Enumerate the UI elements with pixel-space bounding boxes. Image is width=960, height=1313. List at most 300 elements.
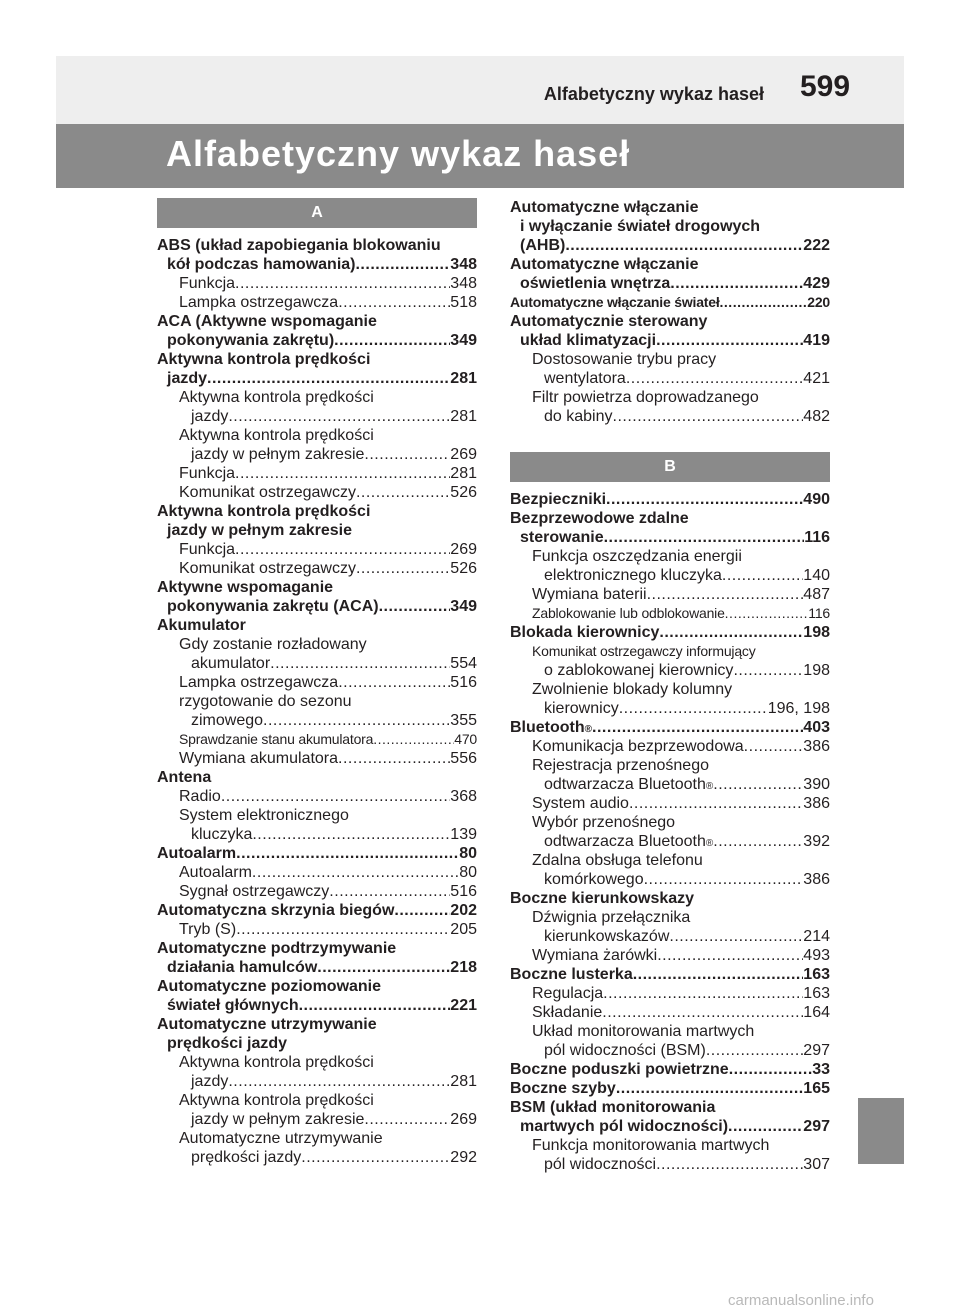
entry-text: jazdy (167, 370, 208, 387)
dot-leader (299, 996, 451, 1015)
index-entry (510, 198, 830, 217)
entry-text: Boczne kierunkowskazy (510, 890, 695, 907)
dot-leader (604, 528, 805, 547)
entry-text: jazdy (191, 1073, 229, 1090)
dot-leader (629, 794, 803, 813)
index-subentry (510, 547, 830, 566)
page-reference[interactable]: 292 (450, 1149, 477, 1166)
dot-leader (603, 984, 803, 1003)
page-reference[interactable]: 390 (803, 776, 830, 793)
page-reference[interactable]: 297 (803, 1042, 830, 1059)
index-subentry (157, 920, 477, 939)
dot-leader (207, 369, 450, 388)
entry-text: Boczne lusterka (510, 966, 633, 983)
index-entry (510, 274, 830, 293)
index-subentry (510, 1041, 830, 1060)
index-subentry (157, 293, 477, 312)
entry-text: Dźwignia przełącznika (532, 909, 691, 926)
entry-text: sterowanie (520, 529, 604, 546)
entry-text: Zwolnienie blokady kolumny (532, 681, 733, 698)
page-reference[interactable]: 386 (803, 738, 830, 755)
dot-leader (565, 236, 803, 255)
index-subentry (510, 984, 830, 1003)
entry-text: Rejestracja przenośnego (532, 757, 709, 774)
dot-leader (729, 1060, 813, 1079)
index-entry (157, 521, 477, 540)
page-reference[interactable]: 214 (803, 928, 830, 945)
index-subentry (510, 737, 830, 756)
index-subentry (157, 654, 477, 673)
entry-text: Bluetooth (510, 719, 585, 736)
index-entry (510, 1079, 830, 1098)
page-reference[interactable]: 482 (803, 408, 830, 425)
page-reference[interactable]: 348 (450, 256, 477, 273)
index-subentry (510, 699, 830, 718)
entry-text: Składanie (532, 1004, 603, 1021)
page-reference[interactable]: 198 (803, 662, 830, 679)
entry-text: kół podczas hamowania) (167, 256, 356, 273)
page-reference[interactable]: 269 (450, 446, 477, 463)
dot-leader (725, 604, 809, 623)
page-reference[interactable]: 297 (803, 1118, 830, 1135)
entry-text: System elektronicznego (179, 807, 349, 824)
page-reference[interactable]: 526 (450, 560, 477, 577)
index-entry (510, 217, 830, 236)
entry-text: Boczne poduszki powietrzne (510, 1061, 729, 1078)
entry-text: Komunikacja bezprzewodowa (532, 738, 744, 755)
index-column-left (157, 198, 477, 1167)
index-subentry (157, 711, 477, 730)
index-subentry: odtwarzacza Bluetooth ® ..... 392 (510, 832, 830, 851)
entry-text: Automatyczna skrzynia biegów (157, 902, 395, 919)
index-subentry (510, 642, 830, 661)
entry-text: Funkcja (179, 275, 236, 292)
page-reference[interactable]: 392 (803, 833, 830, 850)
entry-text: Aktywna kontrola prędkości (157, 351, 371, 368)
index-subentry (157, 692, 477, 711)
chapter-tab[interactable] (858, 1098, 904, 1164)
dot-leader (619, 699, 768, 718)
index-entry (157, 369, 477, 388)
entry-list (510, 490, 830, 1174)
page-reference[interactable]: 269 (450, 1111, 477, 1128)
index-subentry (157, 1148, 477, 1167)
index-subentry (157, 559, 477, 578)
entry-text: Radio (179, 788, 221, 805)
page-reference[interactable]: 80 (459, 845, 477, 862)
index-entry (157, 996, 477, 1015)
entry-text: odtwarzacza Bluetooth (544, 833, 706, 850)
page-reference[interactable]: 218 (450, 959, 477, 976)
index-entry (510, 293, 830, 312)
index-subentry (510, 407, 830, 426)
dot-leader (221, 787, 450, 806)
entry-text: Zablokowanie lub odblokowanie (532, 605, 725, 621)
index-subentry (157, 426, 477, 445)
index-entry (157, 236, 477, 255)
page-reference[interactable]: 493 (803, 947, 830, 964)
index-subentry (510, 813, 830, 832)
index-entry (510, 331, 830, 350)
dot-leader (228, 407, 450, 426)
index-entry (157, 312, 477, 331)
dot-leader (252, 825, 450, 844)
entry-text: o zablokowanej kierownicy (544, 662, 734, 679)
page-reference[interactable]: 165 (803, 1080, 830, 1097)
entry-text: akumulator (191, 655, 271, 672)
entry-text: Lampka ostrzegawcza (179, 674, 339, 691)
entry-text: Automatyczne utrzymywanie (179, 1130, 383, 1147)
dot-leader (626, 369, 803, 388)
entry-text: Funkcja (179, 541, 236, 558)
index-subentry (157, 863, 477, 882)
index-entry (157, 350, 477, 369)
dot-leader (235, 540, 450, 559)
index-entry (157, 616, 477, 635)
page-reference[interactable]: 516 (450, 674, 477, 691)
dot-leader (656, 331, 803, 350)
index-subentry (157, 445, 477, 464)
entry-text: Komunikat ostrzegawczy informujący (532, 643, 756, 659)
page-reference[interactable]: 269 (450, 541, 477, 558)
index-subentry (510, 946, 830, 965)
page-reference[interactable]: 490 (803, 491, 830, 508)
dot-leader (644, 870, 804, 889)
index-subentry (157, 806, 477, 825)
page-reference[interactable]: 554 (450, 655, 477, 672)
running-title: Alfabetyczny wykaz haseł (543, 84, 764, 104)
entry-text: pokonywania zakrętu (ACA) (167, 598, 379, 615)
page-reference[interactable]: 487 (803, 586, 830, 603)
index-subentry (157, 673, 477, 692)
entry-text: pól widoczności (544, 1156, 657, 1173)
entry-text: Autoalarm (179, 864, 252, 881)
page-reference[interactable]: 202 (450, 902, 477, 919)
dot-leader (301, 1148, 450, 1167)
index-subentry (157, 483, 477, 502)
dot-leader (713, 832, 803, 851)
dot-leader (338, 673, 450, 692)
entry-text: Automatyczne włączanie świateł (510, 294, 720, 310)
index-entry (510, 889, 830, 908)
index-subentry (510, 566, 830, 585)
dot-leader (656, 1155, 803, 1174)
entry-text: pokonywania zakrętu) (167, 332, 335, 349)
index-subentry (510, 1136, 830, 1155)
entry-text: Komunikat ostrzegawczy (179, 560, 356, 577)
entry-text: Automatyczne włączanie (510, 199, 699, 216)
dot-leader (379, 597, 451, 616)
dot-leader (235, 464, 450, 483)
entry-text: Komunikat ostrzegawczy (179, 484, 356, 501)
page-reference[interactable]: 556 (450, 750, 477, 767)
entry-text: Aktywna kontrola prędkości (157, 503, 371, 520)
dot-leader (364, 445, 450, 464)
index-entry (510, 1098, 830, 1117)
dot-leader (364, 1110, 450, 1129)
entry-list (157, 236, 477, 1167)
dot-leader (394, 901, 450, 920)
index-subentry (157, 407, 477, 426)
entry-text: Regulacja (532, 985, 604, 1002)
index-subentry (510, 585, 830, 604)
entry-text: jazdy w pełnym zakresie (191, 446, 365, 463)
index-subentry (510, 908, 830, 927)
entry-text: Układ monitorowania martwych (532, 1023, 755, 1040)
index-subentry (510, 851, 830, 870)
index-entry (157, 939, 477, 958)
index-subentry (510, 350, 830, 369)
index-subentry (157, 464, 477, 483)
page-reference[interactable]: 196, 198 (767, 700, 830, 717)
dot-leader (338, 293, 450, 312)
index-entry (157, 768, 477, 787)
entry-text: Blokada kierownicy (510, 624, 660, 641)
entry-text: Zdalna obsługa telefonu (532, 852, 703, 869)
page-reference[interactable]: 220 (807, 294, 830, 310)
page-reference[interactable]: 281 (450, 1073, 477, 1090)
entry-text: Lampka ostrzegawcza (179, 294, 339, 311)
index-subentry (157, 540, 477, 559)
index-subentry (510, 1155, 830, 1174)
page-reference[interactable]: 386 (803, 871, 830, 888)
entry-text: świateł głównych (167, 997, 299, 1014)
page-reference[interactable]: 222 (803, 237, 830, 254)
header-band (56, 56, 904, 124)
page-reference[interactable]: 163 (803, 985, 830, 1002)
dot-leader (355, 255, 450, 274)
dot-leader (235, 274, 450, 293)
entry-text: Automatycznie sterowany (510, 313, 708, 330)
entry-text: działania hamulców (167, 959, 318, 976)
entry-text: Wybór przenośnego (532, 814, 676, 831)
entry-text: komórkowego (544, 871, 644, 888)
page-reference[interactable]: 470 (454, 731, 477, 747)
index-subentry (157, 274, 477, 293)
index-entry (157, 844, 477, 863)
dot-leader (670, 274, 803, 293)
entry-text: jazdy (191, 408, 229, 425)
section-header-b: B (510, 452, 830, 482)
dot-leader (713, 775, 803, 794)
entry-text: Aktywna kontrola prędkości (179, 1092, 374, 1109)
index-entry (510, 490, 830, 509)
entry-text: kierownicy (544, 700, 619, 717)
index-entry (157, 578, 477, 597)
dot-leader (228, 1072, 450, 1091)
entry-text: jazdy w pełnym zakresie (167, 522, 352, 539)
page-reference[interactable]: 281 (450, 465, 477, 482)
page-reference[interactable]: 281 (450, 408, 477, 425)
entry-text: Boczne szyby (510, 1080, 616, 1097)
page-reference[interactable]: 349 (450, 332, 477, 349)
page-number: 599 (800, 70, 851, 103)
entry-text: Bezprzewodowe zdalne (510, 510, 689, 527)
entry-text: prędkości jazdy (191, 1149, 302, 1166)
dot-leader (317, 958, 450, 977)
entry-text: Akumulator (157, 617, 246, 634)
entry-text: Bezpieczniki (510, 491, 607, 508)
dot-leader (263, 711, 450, 730)
entry-text: i wyłączanie świateł drogowych (520, 218, 761, 235)
entry-text: Wymiana akumulatora (179, 750, 339, 767)
entry-text: prędkości jazdy (167, 1035, 288, 1052)
index-subentry (157, 882, 477, 901)
dot-leader (733, 661, 803, 680)
page-reference[interactable]: 421 (803, 370, 830, 387)
index-subentry (157, 1072, 477, 1091)
entry-text: Funkcja oszczędzania energii (532, 548, 742, 565)
watermark: carmanualsonline.info (728, 1292, 874, 1309)
index-subentry (157, 1091, 477, 1110)
index-entry (510, 312, 830, 331)
index-subentry (510, 604, 830, 623)
page-reference[interactable]: 429 (803, 275, 830, 292)
entry-text: Gdy zostanie rozładowany (179, 636, 367, 653)
index-subentry (510, 870, 830, 889)
index-entry (157, 597, 477, 616)
index-subentry (510, 756, 830, 775)
dot-leader (616, 1079, 803, 1098)
entry-text: Wymiana żarówki (532, 947, 658, 964)
index-entry (157, 502, 477, 521)
entry-text: Antena (157, 769, 212, 786)
page-reference[interactable]: 518 (450, 294, 477, 311)
index-subentry (157, 1110, 477, 1129)
entry-text: Aktywne wspomaganie (157, 579, 334, 596)
page-reference[interactable]: 164 (803, 1004, 830, 1021)
index-subentry (157, 635, 477, 654)
entry-text: Funkcja (179, 465, 236, 482)
index-subentry (157, 787, 477, 806)
index-entry (157, 1015, 477, 1034)
dot-leader (356, 559, 450, 578)
dot-leader (633, 965, 804, 984)
index-subentry (510, 388, 830, 407)
page-reference[interactable]: 419 (803, 332, 830, 349)
index-subentry (157, 388, 477, 407)
entry-text: odtwarzacza Bluetooth (544, 776, 706, 793)
page-reference[interactable]: 349 (450, 598, 477, 615)
entry-text: Automatyczne podtrzymywanie (157, 940, 397, 957)
entry-text: Aktywna kontrola prędkości (179, 1054, 374, 1071)
page-reference[interactable]: 281 (450, 370, 477, 387)
page-reference[interactable]: 140 (803, 567, 830, 584)
entry-text: Aktywna kontrola prędkości (179, 427, 374, 444)
index-entry (510, 1060, 830, 1079)
index-entry (157, 977, 477, 996)
dot-leader (338, 749, 450, 768)
entry-text: Tryb (S) (179, 921, 237, 938)
entry-text: Sprawdzanie stanu akumulatora (179, 731, 374, 747)
index-entry (510, 528, 830, 547)
page-reference[interactable]: 116 (804, 529, 830, 546)
entry-text: układ klimatyzacji (520, 332, 657, 349)
page-reference[interactable]: 205 (450, 921, 477, 938)
page-reference[interactable]: 516 (450, 883, 477, 900)
dot-leader (329, 882, 450, 901)
index-subentry (157, 730, 477, 749)
entry-text: Dostosowanie trybu pracy (532, 351, 717, 368)
dot-leader (236, 844, 459, 863)
index-entry (157, 255, 477, 274)
index-subentry (510, 927, 830, 946)
entry-text: wentylatora (544, 370, 626, 387)
dot-leader (669, 927, 803, 946)
index-entry (510, 623, 830, 642)
page-reference[interactable]: 163 (803, 966, 830, 983)
index-subentry (157, 1053, 477, 1072)
dot-leader (647, 585, 804, 604)
entry-text: System audio (532, 795, 629, 812)
page-reference[interactable]: 348 (450, 275, 477, 292)
dot-leader (659, 623, 803, 642)
entry-list (510, 198, 830, 426)
index-entry (157, 331, 477, 350)
index-subentry (157, 825, 477, 844)
entry-text: Automatyczne włączanie (510, 256, 699, 273)
dot-leader (606, 490, 803, 509)
entry-text: elektronicznego kluczyka (544, 567, 722, 584)
dot-leader (613, 407, 804, 426)
page-reference[interactable]: 198 (803, 624, 830, 641)
page-reference[interactable]: 307 (803, 1156, 830, 1173)
entry-text: Autoalarm (157, 845, 237, 862)
entry-text: BSM (układ monitorowania (510, 1099, 716, 1116)
index-subentry: odtwarzacza Bluetooth ® ..... 390 (510, 775, 830, 794)
index-subentry (510, 794, 830, 813)
index-entry (510, 236, 830, 255)
entry-text: Automatyczne poziomowanie (157, 978, 382, 995)
page-reference[interactable]: 80 (459, 864, 477, 881)
dot-leader (657, 946, 803, 965)
index-subentry (510, 369, 830, 388)
page-reference[interactable]: 526 (450, 484, 477, 501)
entry-text: Filtr powietrza doprowadzanego (532, 389, 759, 406)
entry-text: rzygotowanie do sezonu (179, 693, 352, 710)
page-reference[interactable]: 116 (808, 605, 830, 621)
index-subentry (157, 1129, 477, 1148)
dot-leader (592, 718, 803, 737)
page-reference[interactable]: 221 (450, 997, 477, 1014)
entry-text: do kabiny (544, 408, 613, 425)
dot-leader (728, 1117, 803, 1136)
dot-leader (236, 920, 450, 939)
index-entry (510, 509, 830, 528)
index-entry (157, 1034, 477, 1053)
entry-text: oświetlenia wnętrza (520, 275, 671, 292)
entry-text: Funkcja monitorowania martwych (532, 1137, 770, 1154)
index-subentry (510, 1022, 830, 1041)
page-reference[interactable]: 386 (803, 795, 830, 812)
page-reference[interactable]: 403 (803, 719, 830, 736)
dot-leader (334, 331, 450, 350)
entry-text: jazdy w pełnym zakresie (191, 1111, 365, 1128)
entry-text: Aktywna kontrola prędkości (179, 389, 374, 406)
entry-text: kierunkowskazów (544, 928, 670, 945)
index-subentry (510, 661, 830, 680)
index-column-right (510, 198, 830, 1174)
page-reference[interactable]: 33 (812, 1061, 830, 1078)
dot-leader (373, 730, 454, 749)
page-reference[interactable]: 139 (450, 826, 477, 843)
page-reference[interactable]: 368 (450, 788, 477, 805)
index-subentry (510, 1003, 830, 1022)
dot-leader (722, 566, 803, 585)
entry-text: kluczyka (191, 826, 253, 843)
page-reference[interactable]: 355 (450, 712, 477, 729)
entry-text: pól widoczności (BSM) (544, 1042, 706, 1059)
